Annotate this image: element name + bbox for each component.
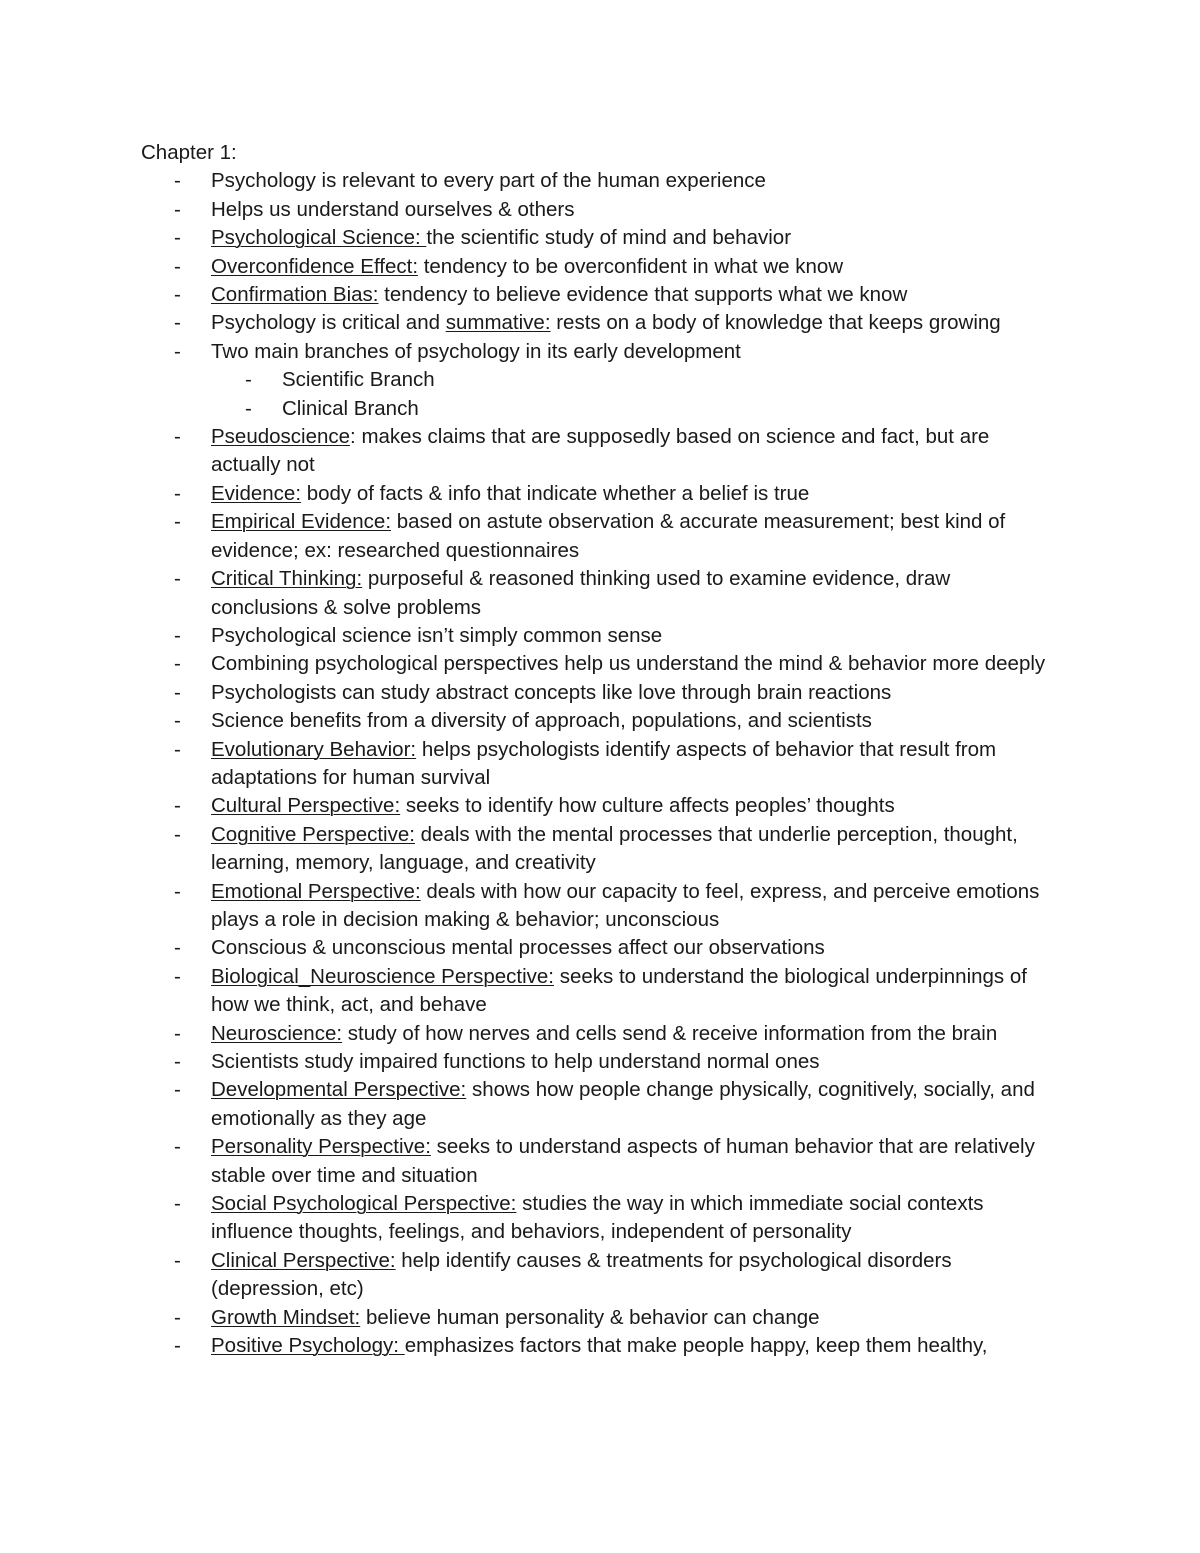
chapter-heading: Chapter 1: bbox=[141, 141, 237, 164]
item-text: seeks to understand the biological underpinnings of how we think, act, and behave bbox=[211, 964, 1027, 1017]
item-term: summative: bbox=[445, 311, 551, 335]
list-item bbox=[141, 423, 1061, 480]
sub-list-item bbox=[141, 366, 1061, 394]
item-text: the scientific study of mind and behavior bbox=[426, 226, 792, 250]
list-item bbox=[141, 1190, 1061, 1247]
list-item bbox=[141, 1133, 1061, 1190]
item-term: Positive Psychology: bbox=[211, 1334, 405, 1358]
list-item bbox=[141, 281, 1061, 309]
list-item bbox=[141, 1076, 1061, 1133]
item-term: Emotional Perspective: bbox=[211, 879, 421, 903]
item-term: Developmental Perspective: bbox=[211, 1078, 467, 1102]
item-term: Cognitive Perspective: bbox=[211, 822, 415, 846]
item-text: believe human personality & behavior can change bbox=[360, 1305, 820, 1329]
list-item bbox=[141, 650, 1061, 678]
item-text: Conscious & unconscious mental processes affect our observations bbox=[211, 936, 825, 960]
list-item bbox=[141, 1304, 1061, 1332]
item-prefix: Psychology is critical and bbox=[211, 311, 446, 335]
item-text: study of how nerves and cells send & receive information from the brain bbox=[342, 1021, 998, 1045]
item-term: Evolutionary Behavior: bbox=[211, 737, 417, 761]
item-term: Growth Mindset: bbox=[211, 1305, 361, 1329]
item-term: Cultural Perspective: bbox=[211, 794, 401, 818]
list-item bbox=[141, 196, 1061, 224]
item-term: Social Psychological Perspective: bbox=[211, 1192, 517, 1216]
item-text: deals with how our capacity to feel, express, and perceive emotions plays a role in decision making & behavior; unconscious bbox=[211, 879, 1040, 931]
item-text: seeks to identify how culture affects peoples’ thoughts bbox=[400, 794, 895, 818]
list-item bbox=[141, 1332, 1061, 1360]
item-term: Personality Perspective: bbox=[211, 1135, 431, 1159]
item-term: Empirical Evidence: bbox=[211, 510, 392, 534]
item-text: Science benefits from a diversity of approach, populations, and scientists bbox=[211, 709, 872, 733]
item-term: Biological_Neuroscience Perspective: bbox=[211, 964, 554, 988]
item-text: help identify causes & treatments for psychological disorders (depression, etc) bbox=[211, 1248, 952, 1301]
list-item bbox=[141, 622, 1061, 650]
item-text: Psychological science isn’t simply common sense bbox=[211, 623, 663, 647]
item-term: Clinical Perspective: bbox=[211, 1248, 396, 1272]
list-item bbox=[141, 480, 1061, 508]
list-item bbox=[141, 224, 1061, 252]
notes-content bbox=[141, 139, 1061, 1360]
sub-list-item bbox=[141, 395, 1061, 423]
list-item bbox=[141, 707, 1061, 735]
item-term: Evidence: bbox=[211, 481, 302, 505]
notes-list bbox=[141, 167, 1061, 1360]
item-text: tendency to believe evidence that supports what we know bbox=[378, 283, 908, 307]
item-text: Combining psychological perspectives help us understand the mind & behavior more deeply bbox=[211, 652, 1046, 676]
list-item bbox=[141, 309, 1061, 337]
item-text: rests on a body of knowledge that keeps growing bbox=[550, 311, 1001, 335]
list-item bbox=[141, 1048, 1061, 1076]
list-item bbox=[141, 508, 1061, 565]
item-text: purposeful & reasoned thinking used to examine evidence, draw conclusions & solve problems bbox=[211, 567, 951, 619]
item-term: Pseudoscience bbox=[211, 425, 351, 449]
list-item bbox=[141, 792, 1061, 820]
list-item bbox=[141, 679, 1061, 707]
item-text: : makes claims that are supposedly based on science and fact, but are actually not bbox=[211, 425, 990, 477]
item-text: Scientific Branch bbox=[282, 368, 435, 392]
item-text: shows how people change physically, cognitively, socially, and emotionally as they age bbox=[211, 1078, 1035, 1130]
item-text: Clinical Branch bbox=[282, 396, 419, 420]
list-item bbox=[141, 167, 1061, 195]
item-term: Critical Thinking: bbox=[211, 567, 363, 591]
list-item bbox=[141, 338, 1061, 366]
item-text: helps psychologists identify aspects of behavior that result from adaptations for human survival bbox=[211, 737, 997, 789]
item-text: Two main branches of psychology in its early development bbox=[211, 339, 741, 363]
item-text: Psychologists can study abstract concepts like love through brain reactions bbox=[211, 680, 892, 704]
list-item bbox=[141, 878, 1061, 935]
item-text: based on astute observation & accurate measurement; best kind of evidence; ex: researched questionnaires bbox=[211, 510, 1006, 562]
list-item bbox=[141, 736, 1061, 793]
list-item bbox=[141, 1020, 1061, 1048]
list-item bbox=[141, 565, 1061, 622]
list-item bbox=[141, 253, 1061, 281]
item-term: Overconfidence Effect: bbox=[211, 254, 419, 278]
item-text: tendency to be overconfident in what we know bbox=[418, 254, 844, 278]
item-text: studies the way in which immediate social contexts influence thoughts, feelings, and behaviors, independent of personality bbox=[211, 1192, 984, 1244]
item-term: Neuroscience: bbox=[211, 1021, 343, 1045]
item-text: Scientists study impaired functions to help understand normal ones bbox=[211, 1050, 820, 1073]
item-text: deals with the mental processes that underlie perception, thought, learning, memory, language, and creativity bbox=[211, 822, 1018, 875]
list-item bbox=[141, 821, 1061, 878]
item-term: Psychological Science: bbox=[211, 226, 427, 250]
item-term: Confirmation Bias: bbox=[211, 283, 379, 307]
item-text: Psychology is relevant to every part of the human experience bbox=[211, 169, 766, 193]
item-text: Helps us understand ourselves & others bbox=[211, 197, 575, 221]
item-text: seeks to understand aspects of human behavior that are relatively stable over time and situation bbox=[211, 1135, 1035, 1187]
list-item bbox=[141, 934, 1061, 962]
item-text: emphasizes factors that make people happy, keep them healthy, bbox=[404, 1334, 988, 1358]
item-text: body of facts & info that indicate whether a belief is true bbox=[301, 481, 810, 505]
list-item bbox=[141, 1247, 1061, 1304]
list-item bbox=[141, 963, 1061, 1020]
